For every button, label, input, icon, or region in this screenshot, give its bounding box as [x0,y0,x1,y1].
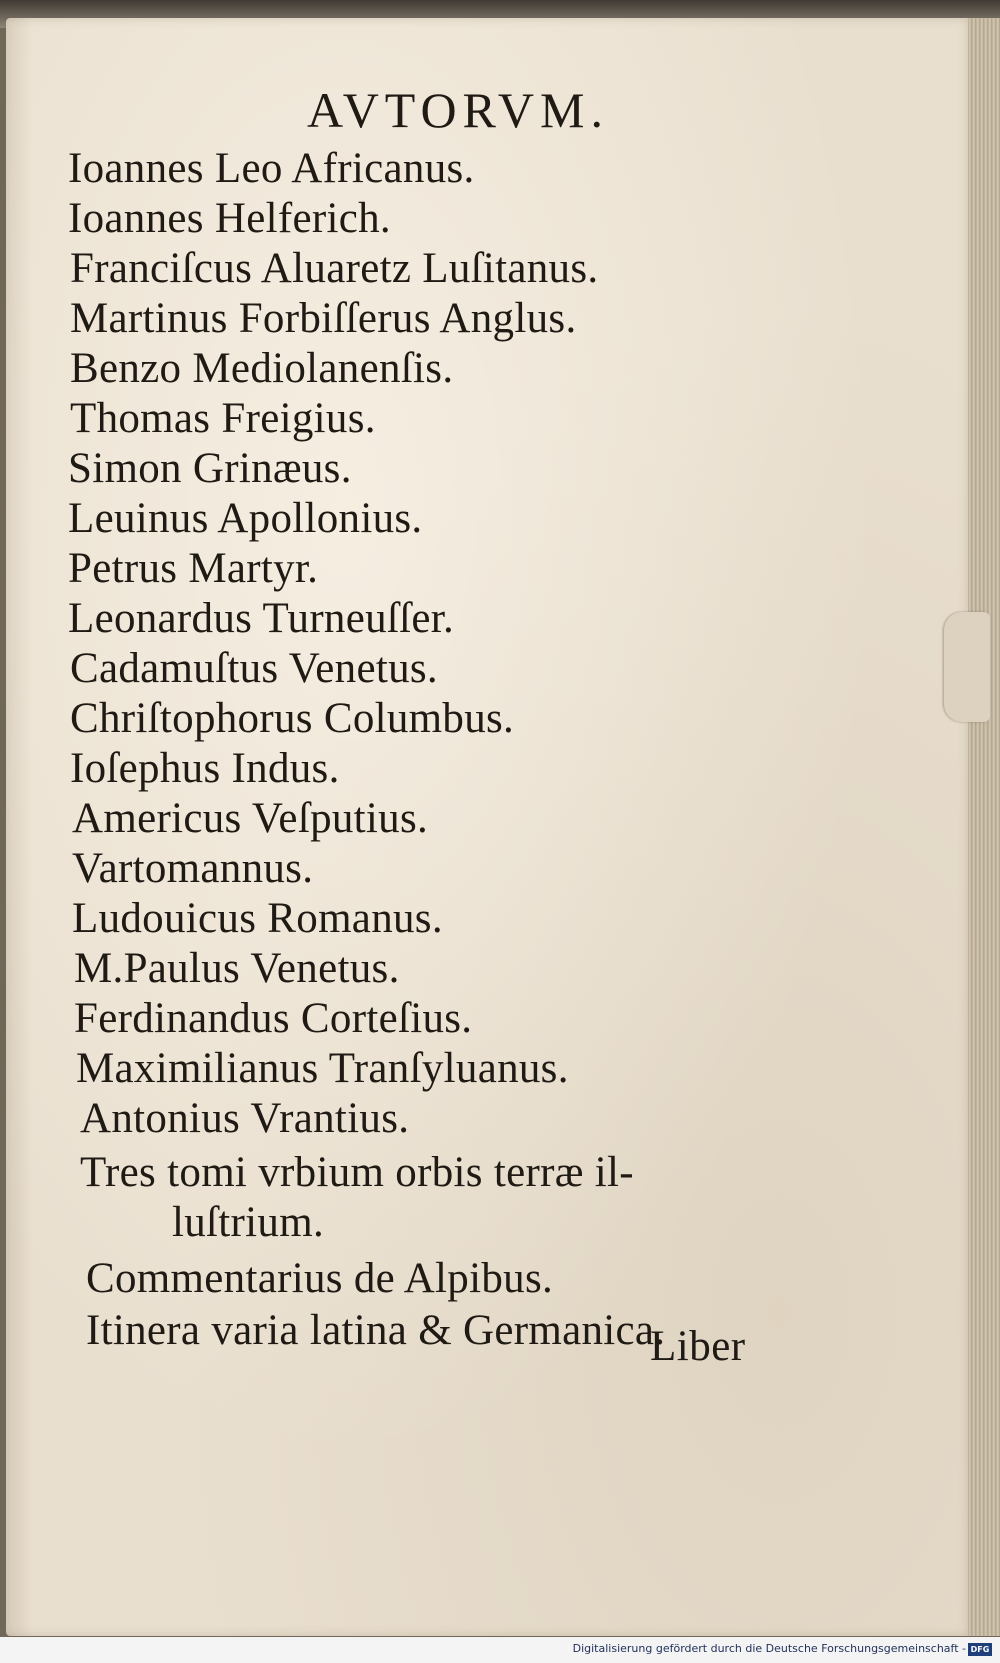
author-entry: Martinus Forbiſſerus Anglus. [70,295,577,342]
author-entry: Vartomannus. [72,845,314,892]
author-entry: Chriſtophorus Columbus. [70,695,515,742]
digitization-footer [0,1637,1000,1663]
author-entry: Franciſcus Aluaretz Luſitanus. [70,245,599,292]
author-entry: Ioannes Helferich. [68,195,391,242]
author-entry: Antonius Vrantius. [80,1095,410,1142]
author-entry: Americus Veſputius. [72,795,429,842]
author-entry: Leonardus Turneuſſer. [68,595,455,642]
author-entry: Ferdinandus Corteſius. [74,995,473,1042]
author-entry: Ioſephus Indus. [70,745,340,792]
author-entry: M.Paulus Venetus. [74,945,400,992]
author-entry: Simon Grinæus. [68,445,352,492]
author-entry: Ludouicus Romanus. [72,895,443,942]
author-entry: Ioannes Leo Africanus. [68,145,475,192]
author-entry: Itinera varia latina & Germanica. [86,1307,666,1354]
page-heading: AVTORVM. [307,82,609,138]
author-entry: Tres tomi vrbium orbis terræ il- [80,1149,634,1196]
author-entry: Maximilianus Tranſyluanus. [76,1045,569,1092]
catchword: Liber [650,1323,746,1370]
author-entry: Commentarius de Alpibus. [86,1255,554,1302]
author-entry: Thomas Freigius. [70,395,376,442]
funding-credit: Digitalisierung gefördert durch die Deutsche Forschungsgemeinschaft - [572,1642,966,1655]
author-entry: Petrus Martyr. [68,545,319,592]
page-fore-edge [968,18,1000,1636]
author-entry: luſtrium. [172,1199,325,1246]
page-tab-marker [944,612,990,722]
dfg-logo: DFG [968,1643,992,1656]
author-entry: Cadamuſtus Venetus. [70,645,438,692]
author-entry: Leuinus Apollonius. [68,495,423,542]
paper-page [6,18,974,1636]
author-entry: Benzo Mediolanenſis. [70,345,454,392]
